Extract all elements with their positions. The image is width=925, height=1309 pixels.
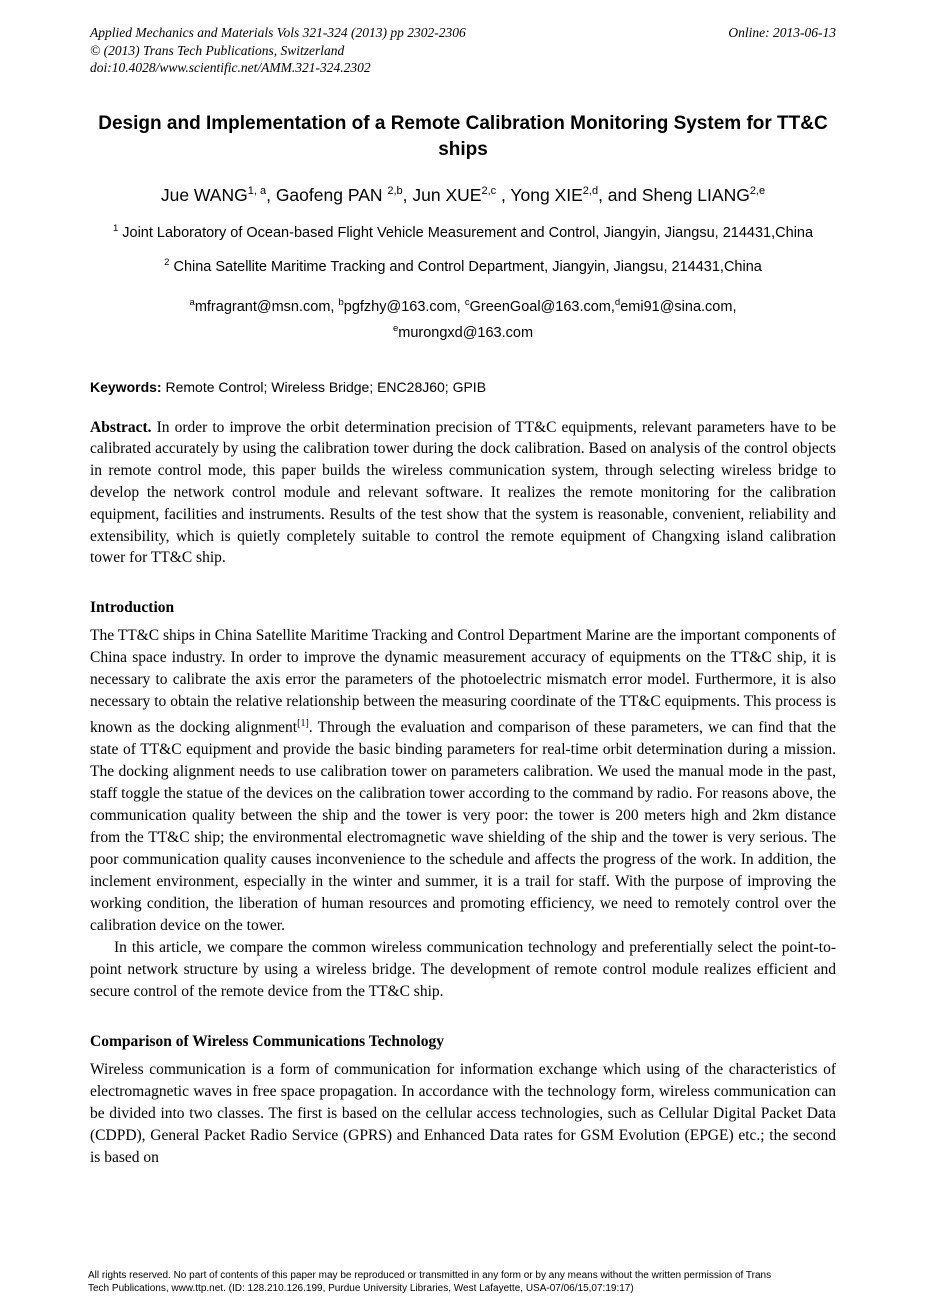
author-name: Jue WANG xyxy=(160,184,248,205)
abstract-text: In order to improve the orbit determination precision of TT&C equipments, relevant parameters have to be calibrated accurately by using the calibration tower during the dock calibration. Based on analysis of the control objects in remote control mode, this paper builds the wireless communication system, through selecting wireless bridge to develop the network control module and relevant software. It realizes the remote monitoring for the calibration equipment, facilities and instruments. Results of the test show that the system is reasonable, convenient, reliability and extensibility, which is quietly completely suitable to control the remote equipment of Changxing island calibration tower for TT&C ship. xyxy=(90,418,836,567)
abstract xyxy=(90,417,836,570)
author-name: , Gaofeng PAN xyxy=(266,184,388,205)
journal-header xyxy=(90,24,836,77)
email-address: emi91@sina.com, xyxy=(620,298,737,315)
journal-citation: Applied Mechanics and Materials Vols 321-324 (2013) pp 2302-2306 xyxy=(90,25,466,40)
copyright-line: © (2013) Trans Tech Publications, Switzerland xyxy=(90,42,345,58)
comparison-paragraph-1: Wireless communication is a form of communication for information exchange which using of the characteristics of electromagnetic waves in free space propagation. In accordance with the technology form, wireless communication can be divided into two classes. The first is based on the cellular access technologies, such as Cellular Digital Packet Data (CDPD), General Packet Radio Service (GPRS) and Enhanced Data rates for GSM Evolution (EPGE) etc.; the second is based on xyxy=(90,1061,836,1167)
author-name: , Jun XUE xyxy=(402,184,482,205)
author-superscript: 1, a xyxy=(247,184,267,197)
section-heading-introduction: Introduction xyxy=(90,599,175,617)
email-address: GreenGoal@163.com, xyxy=(469,298,615,315)
email-superscript: a xyxy=(189,296,195,308)
author-name: , and Sheng LIANG xyxy=(598,184,750,205)
affiliation-superscript: 2 xyxy=(164,257,170,269)
affiliation-text: China Satellite Maritime Tracking and Control Department, Jiangyin, Jiangsu, 214431,China xyxy=(169,258,762,275)
paper-title: Design and Implementation of a Remote Calibration Monitoring System for TT&C ships xyxy=(98,112,828,160)
rights-footer xyxy=(88,1270,865,1295)
email-superscript: c xyxy=(464,296,470,308)
abstract-label: Abstract. xyxy=(90,418,152,436)
affiliation-text: Joint Laboratory of Ocean-based Flight Vehicle Measurement and Control, Jiangyin, Jiangsu, 214431,China xyxy=(118,225,814,242)
email-address: pgfzhy@163.com, xyxy=(343,298,465,315)
intro-paragraph-2: In this article, we compare the common wireless communication technology and preferentially select the point-to-point network structure by using a wireless bridge. The development of remote control module realizes efficient and secure control of the remote device from the TT&C ship. xyxy=(90,939,836,1001)
paragraph-text: The TT&C ships in China Satellite Maritime Tracking and Control Department Marine are the important components of China space industry. In order to improve the dynamic measurement accuracy of equipments on the TT&C ship, it is necessary to calibrate the axis error the parameters of the photoelectric mismatch error model. Furthermore, it is also necessary to obtain the relative relationship between the measuring coordinate of the TT&C equipments. This process is known as the docking alignment xyxy=(90,627,836,737)
author-emails xyxy=(90,292,836,344)
rights-footer-line1: All rights reserved. No part of contents of this paper may be reproduced or transmitted in any form or by any means without the written permission of Trans xyxy=(88,1270,772,1281)
doi-line: doi:10.4028/www.scientific.net/AMM.321-324.2302 xyxy=(90,60,371,75)
author-name: , Yong XIE xyxy=(496,184,583,205)
paragraph-text: . Through the evaluation and comparison of these parameters, we can find that the state of TT&C equipment and provide the basic binding parameters for real-time orbit determination during a mission. The docking alignment needs to use calibration tower on parameters calibration. We used the manual mode in the past, staff toggle the statue of the devices on the calibration tower according to the command by radio. For reasons above, the communication quality between the ship and the tower is very poor: the tower is 200 meters high and 2km distance from the TT&C ship; the environmental electromagnetic wave shielding of the ship and the tower is very serious. The poor communication quality causes inconvenience to the schedule and affects the progress of the work. In addition, the inclement environment, especially in the winter and summer, it is a trail for staff. With the purpose of improving the working condition, the liberation of human resources and promoting efficiency, we need to remotely control over the calibration device on the tower. xyxy=(90,719,836,935)
online-date: Online: 2013-06-13 xyxy=(728,25,836,40)
affiliation-superscript: 1 xyxy=(112,223,119,235)
citation-reference: [1] xyxy=(297,718,309,730)
author-superscript: 2,c xyxy=(481,184,497,197)
author-superscript: 2,b xyxy=(387,184,403,197)
email-superscript: d xyxy=(614,296,621,308)
keywords-label: Keywords: xyxy=(90,378,162,395)
affiliation-1 xyxy=(90,219,836,243)
email-address: murongxd@163.com xyxy=(398,324,534,341)
affiliation-2 xyxy=(90,253,836,277)
email-superscript: b xyxy=(338,296,344,308)
keywords-text: Remote Control; Wireless Bridge; ENC28J60; GPIB xyxy=(161,378,487,395)
email-address: mfragrant@msn.com, xyxy=(194,298,339,315)
email-superscript: e xyxy=(392,322,399,334)
rights-footer-line2: Tech Publications, www.ttp.net. (ID: 128.210.126.199, Purdue University Libraries, West Lafayette, USA-07/06/15,07:19:17) xyxy=(88,1282,634,1294)
section-heading-comparison: Comparison of Wireless Communications Technology xyxy=(90,1033,444,1051)
keywords-line xyxy=(90,378,836,397)
author-line xyxy=(90,179,836,207)
author-superscript: 2,d xyxy=(582,184,599,197)
intro-paragraph-1 xyxy=(90,625,836,937)
author-superscript: 2,e xyxy=(749,184,766,197)
